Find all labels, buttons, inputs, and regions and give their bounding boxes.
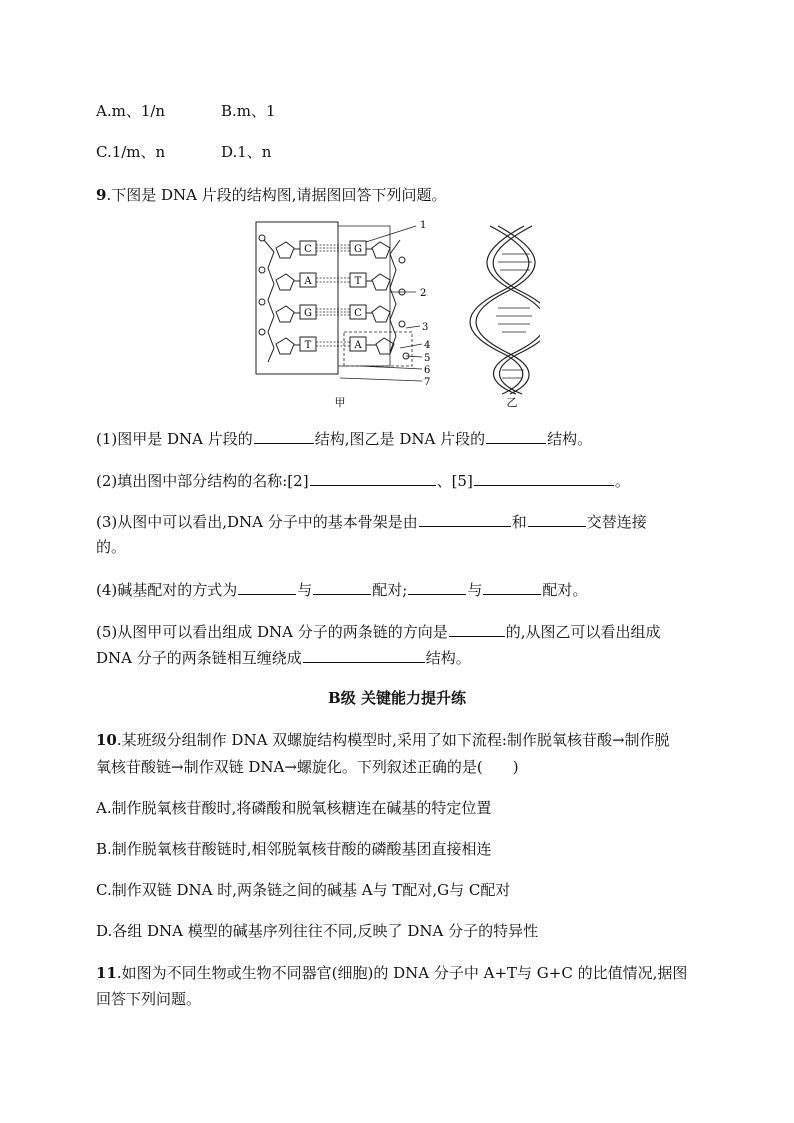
- q10-option-a[interactable]: A.制作脱氧核苷酸时,将磷酸和脱氧核糖连在碱基的特定位置: [96, 799, 492, 817]
- question-11-stem-cont: 回答下列问题。: [96, 990, 202, 1008]
- phosphate-icon: [259, 235, 265, 241]
- callout-7: 7: [424, 377, 431, 388]
- answer-blank[interactable]: [449, 620, 505, 637]
- callout-6: 6: [424, 365, 431, 376]
- base-left-4: T: [304, 340, 312, 351]
- q9-sub2: [96, 469, 630, 492]
- figure-label-left: 甲: [334, 396, 346, 409]
- phosphate-icon: [399, 321, 405, 327]
- q10-option-d[interactable]: D.各组 DNA 模型的碱基序列往往不同,反映了 DNA 分子的特异性: [96, 922, 539, 940]
- question-text: .某班级分组制作 DNA 双螺旋结构模型时,采用了如下流程:制作脱氧核苷酸→制作脱: [116, 731, 670, 749]
- text: (3)从图中可以看出,DNA 分子中的基本骨架是由: [96, 513, 418, 531]
- answer-blank[interactable]: [303, 646, 425, 663]
- text: 与: [297, 581, 313, 599]
- question-11-stem: [96, 962, 687, 984]
- q10-option-b[interactable]: B.制作脱氧核苷酸链时,相邻脱氧核苷酸的磷酸基团直接相连: [96, 840, 492, 858]
- text: 结构。: [547, 430, 593, 448]
- answer-blank[interactable]: [474, 469, 614, 486]
- deoxyribose-icon: [372, 274, 390, 290]
- text: 结构。: [425, 649, 471, 667]
- text: 、[5]: [436, 472, 473, 490]
- option-a[interactable]: A.m、1/n: [96, 102, 166, 120]
- text: 结构,图乙是 DNA 片段的: [314, 430, 486, 448]
- question-text: .如图为不同生物或生物不同器官(细胞)的 DNA 分子中 A+T与 G+C 的比值情况,据图: [116, 964, 688, 982]
- text: DNA 分子的两条链相互缠绕成: [96, 649, 302, 667]
- answer-blank[interactable]: [483, 578, 541, 595]
- question-10-stem: [96, 729, 670, 751]
- answer-blank[interactable]: [419, 510, 511, 527]
- question-10-stem-cont: 氧核苷酸链→制作双链 DNA→螺旋化。下列叙述正确的是( ): [96, 758, 519, 776]
- answer-blank[interactable]: [254, 427, 314, 444]
- answer-blank[interactable]: [486, 427, 546, 444]
- question-number: 11: [96, 964, 117, 982]
- answer-blank[interactable]: [238, 578, 296, 595]
- deoxyribose-icon: [372, 306, 390, 322]
- q9-sub3-cont: 的。: [96, 538, 127, 556]
- callout-3: 3: [422, 322, 429, 333]
- base-left-1: C: [304, 244, 312, 255]
- base-right-2: T: [354, 276, 362, 287]
- callout-2: 2: [420, 288, 427, 299]
- text: 与: [467, 581, 483, 599]
- text: 交替连接: [586, 513, 647, 531]
- q9-sub5: [96, 620, 661, 643]
- q9-sub3: [96, 510, 647, 533]
- option-b[interactable]: B.m、1: [221, 102, 276, 120]
- double-helix-icon: [470, 226, 540, 394]
- answer-blank[interactable]: [310, 469, 436, 486]
- callout-4: 4: [424, 340, 431, 351]
- question-number: 10: [96, 731, 117, 749]
- phosphate-icon: [259, 299, 265, 305]
- option-c[interactable]: C.1/m、n: [96, 143, 166, 161]
- text: 配对。: [542, 581, 588, 599]
- answer-blank[interactable]: [528, 510, 586, 527]
- dna-structure-figure: [240, 212, 540, 412]
- text: 。: [614, 472, 630, 490]
- deoxyribose-icon: [376, 338, 394, 354]
- section-title: B级 关键能力提升练: [328, 689, 466, 707]
- deoxyribose-icon: [276, 242, 294, 258]
- base-right-1: G: [354, 244, 362, 255]
- answer-blank[interactable]: [313, 578, 371, 595]
- text: (1)图甲是 DNA 片段的: [96, 430, 253, 448]
- answer-blank[interactable]: [408, 578, 466, 595]
- base-right-3: C: [354, 308, 362, 319]
- figure-label-right: 乙: [506, 396, 518, 409]
- deoxyribose-icon: [276, 306, 294, 322]
- base-left-3: G: [304, 308, 312, 319]
- callout-1: 1: [420, 220, 427, 231]
- text: 和: [511, 513, 527, 531]
- deoxyribose-icon: [276, 274, 294, 290]
- text: (2)填出图中部分结构的名称:[2]: [96, 472, 309, 490]
- phosphate-icon: [259, 267, 265, 273]
- base-right-4: A: [354, 340, 362, 351]
- deoxyribose-icon: [372, 242, 390, 258]
- q9-sub4: [96, 578, 587, 601]
- deoxyribose-icon: [276, 338, 294, 354]
- base-left-2: A: [304, 276, 312, 287]
- text: (5)从图甲可以看出组成 DNA 分子的两条链的方向是: [96, 623, 448, 641]
- q9-sub1: [96, 427, 592, 450]
- callout-5: 5: [424, 353, 431, 364]
- phosphate-icon: [399, 257, 405, 263]
- question-text: .下图是 DNA 片段的结构图,请据图回答下列问题。: [106, 186, 447, 204]
- text: 的,从图乙可以看出组成: [505, 623, 661, 641]
- question-9-stem: [96, 184, 447, 206]
- text: 配对;: [372, 581, 408, 599]
- question-number: 9: [96, 186, 107, 204]
- q9-sub5-cont: [96, 646, 471, 669]
- phosphate-icon: [259, 329, 265, 335]
- q10-option-c[interactable]: C.制作双链 DNA 时,两条链之间的碱基 A与 T配对,G与 C配对: [96, 881, 511, 899]
- text: (4)碱基配对的方式为: [96, 581, 238, 599]
- option-d[interactable]: D.1、n: [221, 143, 272, 161]
